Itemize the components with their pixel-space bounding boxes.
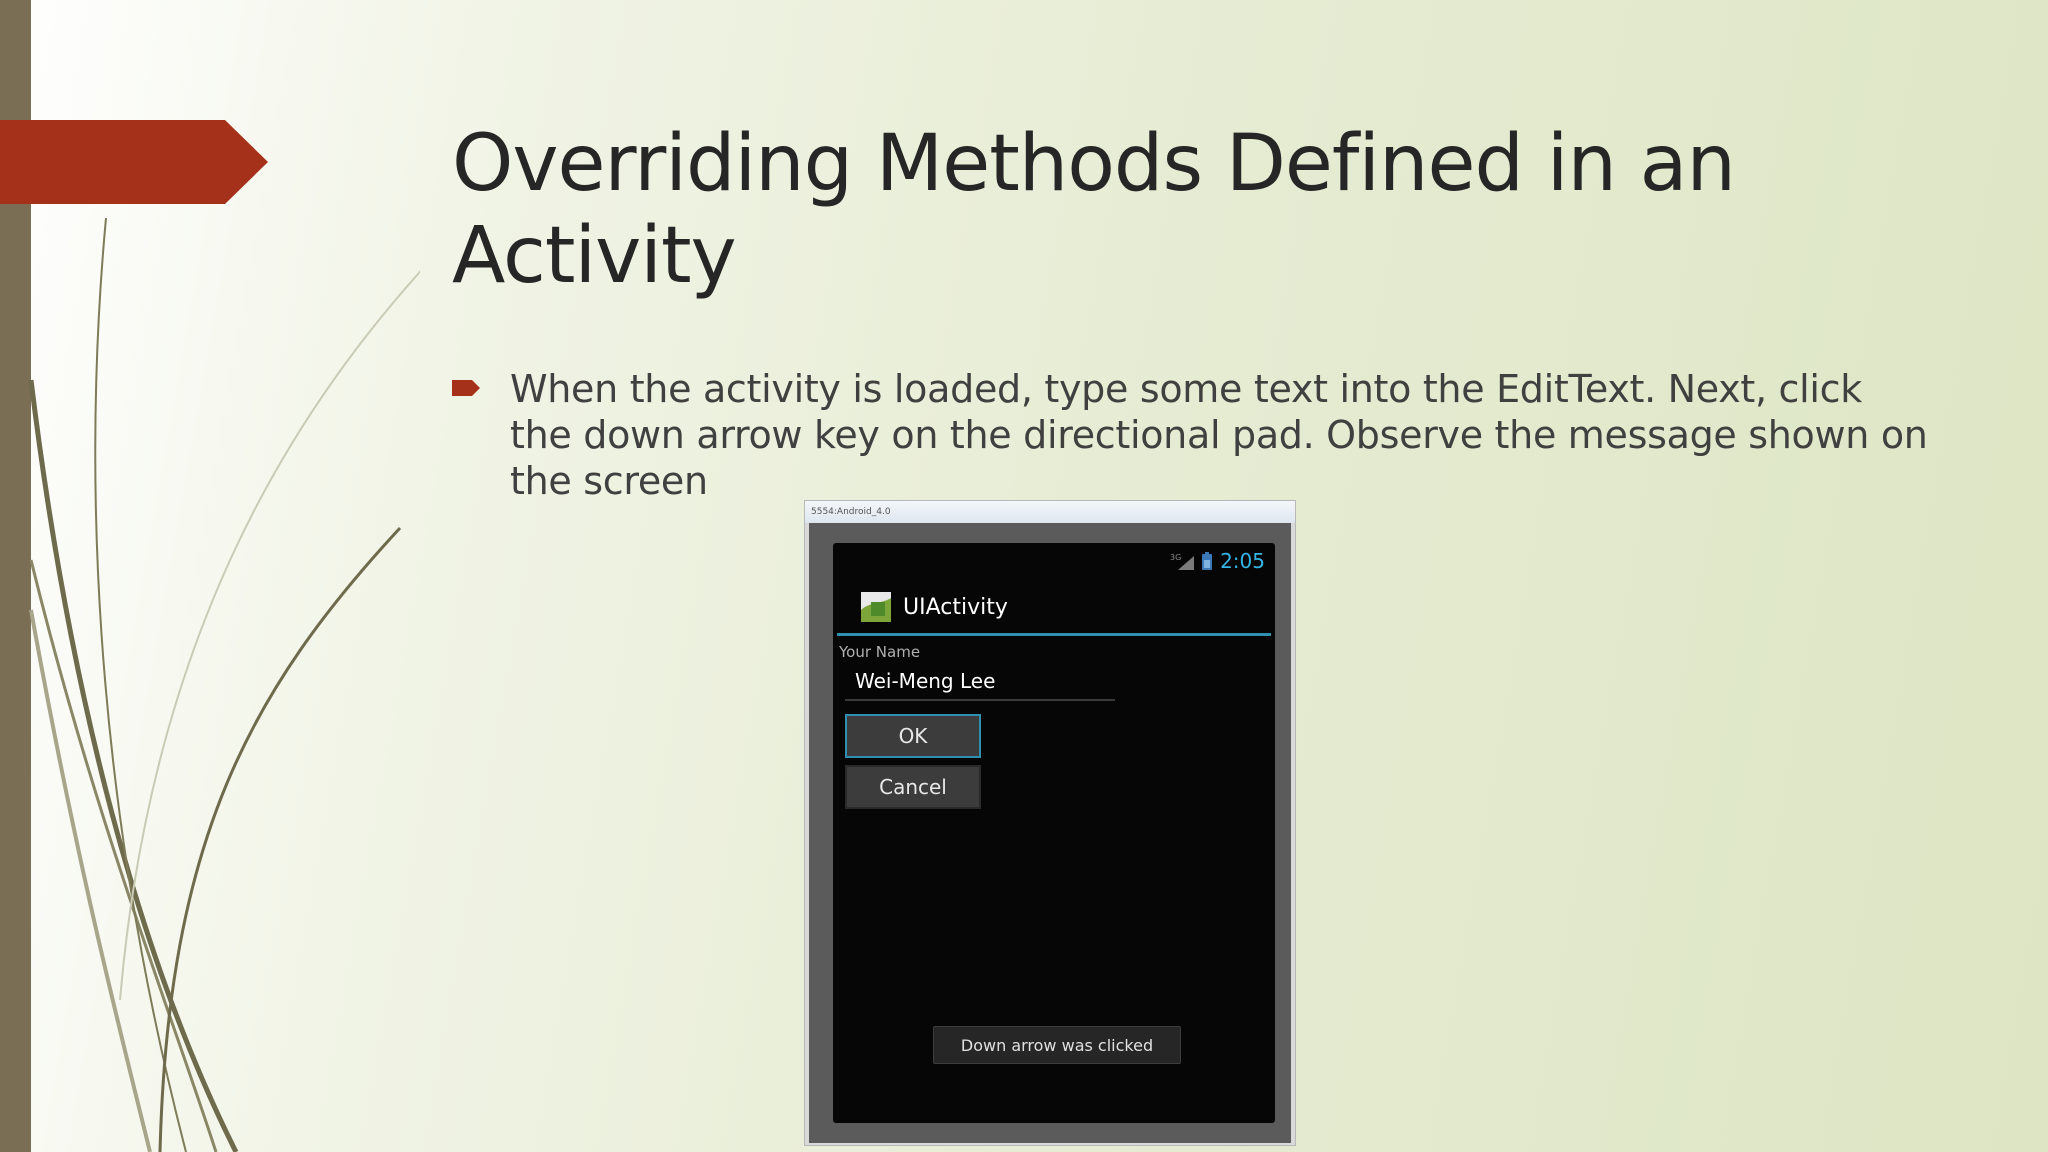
status-clock: 2:05 [1220,549,1265,573]
device-screen [833,543,1275,1123]
svg-text:3G: 3G [1170,553,1182,562]
emulator-window-title: 5554:Android_4.0 [805,501,1295,523]
title-accent-arrow [0,120,268,204]
action-bar [833,583,1275,631]
action-bar-divider [837,633,1271,636]
bullet-text: When the activity is loaded, type some text into the EditText. Next, click the down arrow key on the directional pad. Observe the message shown on the screen [510,367,1928,503]
your-name-label: Your Name [839,643,921,661]
ok-button[interactable]: OK [845,714,981,758]
device-frame [809,523,1291,1143]
arrow-bullet-icon [452,378,482,398]
slide-title: Overriding Methods Defined in an Activity [452,119,1735,301]
name-edit-text[interactable]: Wei-Meng Lee [845,663,1115,701]
bullet-item [452,366,1932,504]
cancel-button[interactable]: Cancel [845,765,981,809]
toast-message: Down arrow was clicked [933,1026,1181,1064]
app-launcher-icon[interactable] [861,592,891,622]
app-title: UIActivity [903,594,1008,620]
signal-icon [1170,552,1194,570]
status-bar [1170,549,1265,573]
emulator-screenshot [804,500,1296,1146]
battery-icon [1200,552,1214,570]
